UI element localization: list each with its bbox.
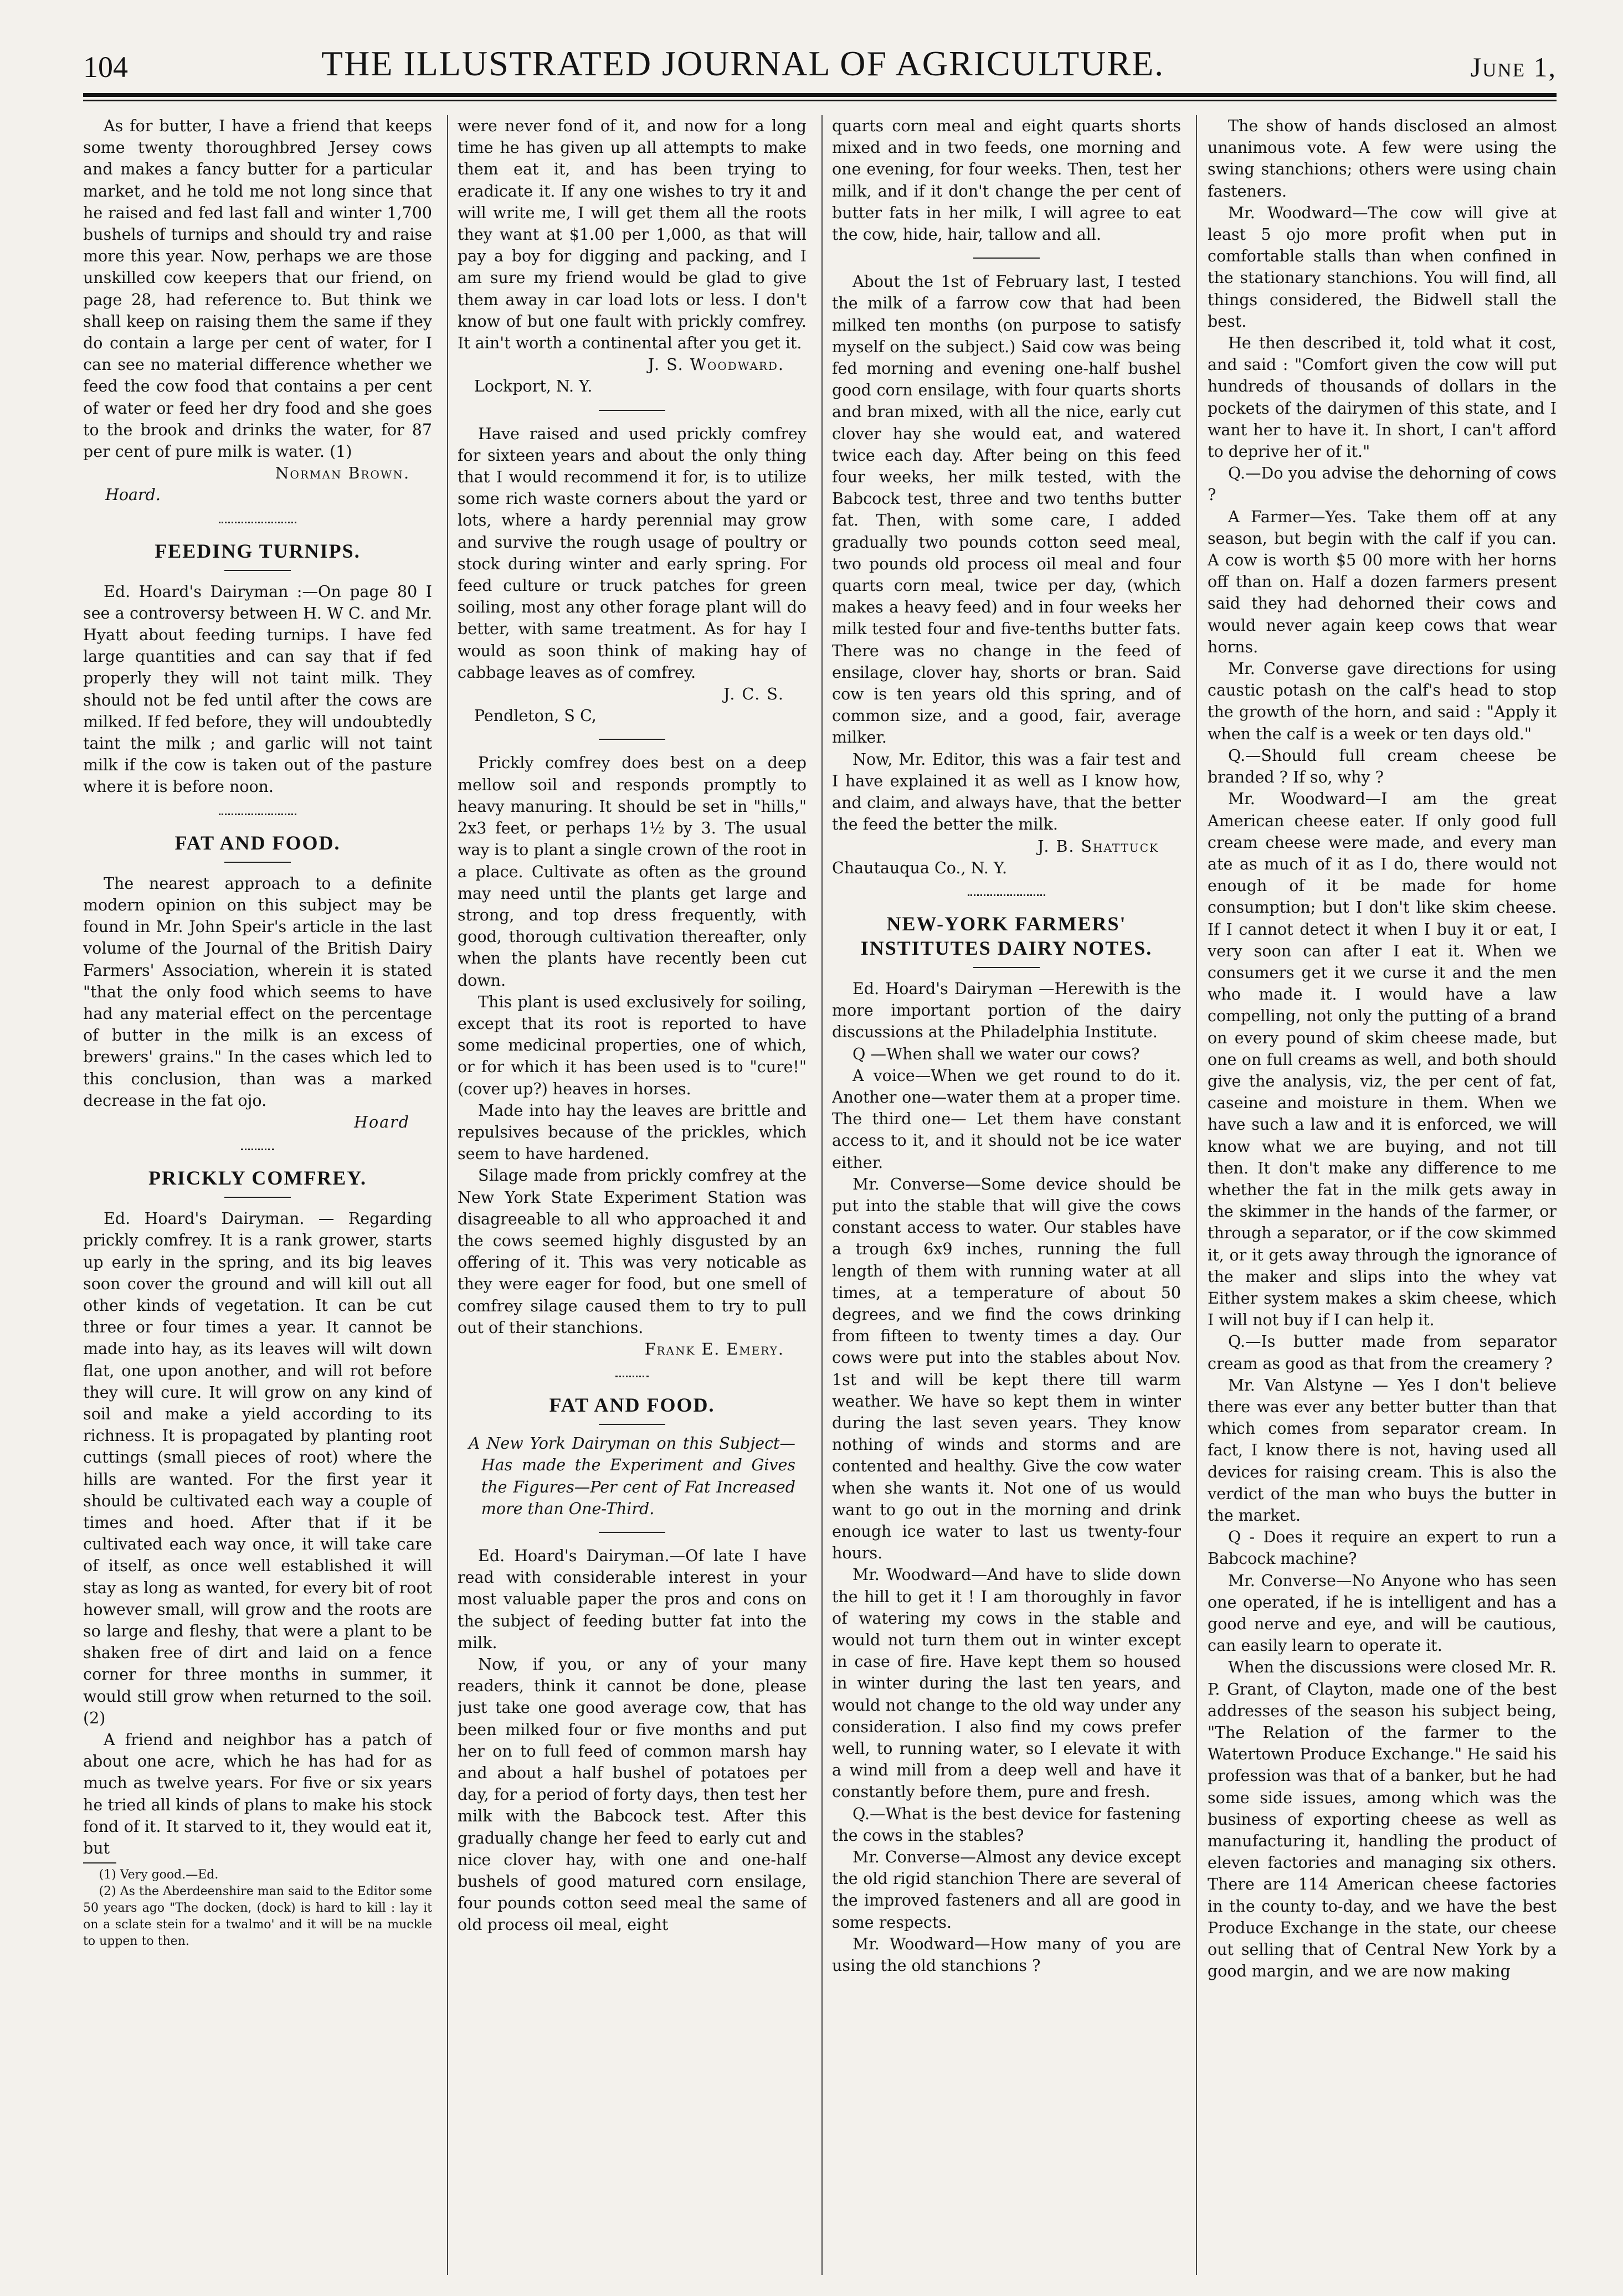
paragraph: Prickly comfrey does best on a deep mellow soil and responds promptly to heavy manuring. It should be set in "hills," 2x3 feet, or perhaps 1½ by 3. The usual way is to plant a single crown of the root in a place. Cultivate as often as the ground may need until the plants get large and strong, and top dress frequently, with good, thorough cultivation thereafter, only when the plants have recently been cut down. <box>458 754 807 990</box>
paragraph: A friend and neighbor has a patch of about one acre, which he has had for as much as twelve years. For five or six years he tried all kinds of plans to make his stock fond of it. It starved to it, they would eat it, but <box>83 1731 432 1858</box>
paragraph: Made into hay the leaves are brittle and repulsives because of the prickles, which seem to have hardened. <box>458 1101 807 1164</box>
footnote: (1) Very good.—Ed. <box>99 1868 219 1882</box>
author-signature: J. C. S. <box>723 685 784 704</box>
footnote-rule <box>83 1862 116 1863</box>
section-divider <box>219 814 296 815</box>
paragraph: Mr. Converse—Some device should be put into the stable that will give the cows constant access to water. Our stables have a trough 6x9 inches, running the full length of them with running water at all times, at a temperature of about 50 degrees, and we find the cows drinking from fifteen to twenty times a day. Our cows were put into the stables about Nov. 1st and will be kept there till warm weather. We have so kept them in winter during the last seven years. They know nothing of winds and storms and are contented and healthy. Give the cow water when she wants it. Not one of us would want to go out in the morning and drink enough ice water to last us twenty-four hours. <box>832 1175 1181 1563</box>
section-title: PRICKLY COMFREY. <box>148 1167 367 1190</box>
paragraph: Mr. Converse—Almost any device except the old rigid stanchion There are several of the improved fasteners and all are good in some respects. <box>832 1848 1181 1932</box>
section-divider <box>599 1532 665 1533</box>
section-divider <box>241 1149 274 1150</box>
section-divider <box>599 410 665 411</box>
column-1 <box>83 115 432 2275</box>
column-4 <box>1208 115 1557 2275</box>
header-rule-thick <box>83 93 1557 97</box>
paragraph: Silage made from prickly comfrey at the New York State Experiment Station was disagreeable to all who approached it and the cows seemed highly disgusted by an offering of it. This was very noticable as they were eager for food, but one smell of comfrey silage caused them to try to pull out of their stanchions. <box>458 1166 807 1337</box>
title-rule <box>224 570 291 571</box>
source-credit: Hoard. <box>105 486 161 504</box>
paragraph: The nearest approach to a definite modern opinion on this subject may be found in Mr. John Speir's article in the last volume of the Journal of the British Dairy Farmers' Association, wherein it is stated "that the only food which seems to have had any material effect on the percentage of butter in the milk is an excess of brewers' grains." In the cases which led to this conclusion, than was a marked decrease in the fat ojo. <box>83 874 432 1110</box>
paragraph: Q - Does it require an expert to run a Babcock machine? <box>1208 1528 1557 1568</box>
subheading: A New York Dairyman on this Subject—Has made the Experiment and Gives the Figures—Per cent of Fat Increased more than One-Third. <box>469 1434 795 1518</box>
paragraph: Q.—What is the best device for fastening the cows in the stables? <box>832 1804 1181 1845</box>
column-divider <box>447 115 448 2275</box>
paragraph: He then described it, told what it cost, and said : "Comfort given the cow will put hundreds of thousands of dollars in the pockets of the dairymen of this state, and I want her to have it. In short, I can't afford to deprive her of it." <box>1208 334 1557 461</box>
column-3 <box>832 115 1181 2275</box>
paragraph: Ed. Hoard's Dairyman :—On page 80 I see a controversy between H. W C. and Mr. Hyatt about feeding turnips. I have fed large quantities and can say that if fed properly they will not taint milk. They should not be fed until after the cows are milked. If fed before, they will undoubtedly taint the milk ; and garlic will not taint milk if the cow is taken out of the pasture where it is before noon. <box>83 582 432 796</box>
columns <box>83 115 1557 2275</box>
source-credit: Hoard <box>354 1113 410 1131</box>
issue-date: June 1, <box>1470 52 1557 83</box>
place-line: Pendleton, S C, <box>474 707 597 725</box>
header-rule-thin <box>83 100 1557 101</box>
section-divider <box>615 1376 649 1377</box>
title-rule <box>224 862 291 863</box>
section-divider <box>219 522 296 523</box>
section-divider <box>599 739 665 740</box>
paragraph: Q —When shall we water our cows? <box>852 1044 1140 1063</box>
paragraph: Mr. Woodward—And have to slide down the hill to get it ! I am thoroughly in favor of watering my cows in the stable and would not turn them out in winter except in case of fire. Have kept them so housed in winter during the last ten years, and would not change to the old way under any consideration. I also find my cows prefer well, to running water, so I elevate it with a wind mill from a deep well and have it constantly before them, pure and fresh. <box>832 1566 1181 1801</box>
paragraph: The show of hands disclosed an almost unanimous vote. A few were using the swing stanchions; others were using chain fasteners. <box>1208 117 1557 200</box>
author-signature: Frank E. Emery. <box>644 1340 784 1358</box>
section-title: FAT AND FOOD. <box>549 1394 715 1417</box>
paragraph: A Farmer—Yes. Take them off at any season, but begin with the calf if you can. A cow is worth $5 00 more with her horns off than on. Half a dozen farmers present said they had dehorned their cows and would never again keep cows that wear horns. <box>1208 507 1557 656</box>
author-signature: J. B. Shattuck <box>1038 837 1159 856</box>
paragraph: This plant is used exclusively for soiling, except that its root is reported to have some medicinal properties, one of which, or for which it has been used is to "cure!" (cover up?) heaves in horses. <box>458 992 807 1098</box>
paragraph: quarts corn meal and eight quarts shorts mixed and in two feeds, one morning and one evening, for four weeks. Then, test her milk, and if it don't change the per cent of butter fats in her milk, I will agree to eat the cow, hide, hair, tallow and all. <box>832 117 1181 244</box>
paragraph: When the discussions were closed Mr. R. P. Grant, of Clayton, made one of the best addresses of the season his subject being, "The Relation of the farmer to the Watertown Produce Exchange." He said his profession was that of a banker, but he had some side issues, among which was the business of exporting cheese as well as manufacturing it, handling the product of eleven factories and managing six others. There are 114 American cheese factories in the county to-day, and we have the best Produce Exchange in the state, our cheese out selling that of Central New York by a good margin, and we are now making <box>1208 1658 1557 1981</box>
place-line: Chautauqua Co., N. Y. <box>832 858 1008 877</box>
section-divider <box>968 894 1045 896</box>
paragraph: As for butter, I have a friend that keeps some twenty thoroughbred Jersey cows and makes a fancy butter for a particular market, and he told me not long since that he raised and fed last fall and winter 1,700 bushels of turnips and should try and raise more this year. Now, perhaps we are those unskilled cow keepers that our friend, on page 28, had reference to. But think we shall keep on raising them the same if they do contain a large per cent of water, for I can see no material difference whether we feed the cow food that contains a per cent of water or feed her dry food and she goes to the brook and drinks the water, for 87 per cent of pure milk is water. (1) <box>83 117 432 461</box>
paragraph: Mr. Converse—No Anyone who has seen one operated, if he is intelligent and has a good nerve and eye, and will be cautious, can easily learn to operate it. <box>1208 1571 1557 1655</box>
section-title: NEW-YORK FARMERS' INSTITUTES DAIRY NOTES. <box>860 912 1153 959</box>
title-rule <box>599 1424 665 1425</box>
column-2 <box>458 115 807 2275</box>
footnote: (2) As the Aberdeenshire man said to the Editor some 50 years ago "The docken, (dock) is hard to kill : lay it on a sclate stein for a twalmo' and it will be na muckle to uppen to then. <box>83 1885 432 1949</box>
place-line: Lockport, N. Y. <box>474 377 593 396</box>
section-title: FAT AND FOOD. <box>174 831 341 854</box>
paragraph: were never fond of it, and now for a long time he has given up all attempts to make them eat it, and has been trying to eradicate it. If any one wishes to try it and will write me, I will get them all the roots they want at $1.00 per 1,000, as that will pay a boy for digging and packing, and I am sure my friend would be glad to give them away in car load lots or less. I don't know of but one fault with prickly comfrey. It ain't worth a continental after you get it. <box>458 117 807 353</box>
paragraph: Mr. Woodward—How many of you are using the old stanchions ? <box>832 1934 1181 1975</box>
paragraph: Mr. Woodward—The cow will give at least 5 ojo more profit when put in comfortable stalls than when confined in the stationary stanchions. You will find, all things considered, the Bidwell stall the best. <box>1208 203 1557 331</box>
paragraph: Ed. Hoard's Dairyman —Herewith is the more important portion of the dairy discussions at the Philadelphia Institute. <box>832 979 1181 1042</box>
paragraph: Now, if you, or any of your many readers, think it cannot be done, please just take one good average cow, that has been milked four or five months and put her on to full feed of common marsh hay and about a half bushel of potatoes per day, for a period of forty days, then test her milk with the Babcock test. After this gradually change her feed to early cut and nice clover hay, with one and one-half bushels of good matured corn ensilage, four pounds cotton seed meal the same of old process oil meal, eight <box>458 1655 807 1934</box>
paragraph: Now, Mr. Editor, this was a fair test and I have explained it as well as I know how, and claim, and always have, that the better the feed the better the milk. <box>832 750 1181 834</box>
title-rule <box>973 967 1040 968</box>
section-title: FEEDING TURNIPS. <box>155 539 361 562</box>
paragraph: Ed. Hoard's Dairyman. — Regarding prickly comfrey. It is a rank grower, starts up early in the spring, and its big leaves soon cover the ground and will kill out all other kinds of vegetation. It can be cut three or four times a year. It cannot be made into hay, as its leaves will wilt down flat, one upon another, and will rot before they will cure. It will grow on any kind of soil and make a yield according to its richness. It is propagated by planting root cuttings (small pieces of root) where the hills are wanted. For the first year it should be cultivated each way a couple of times and hoed. After that if it be cultivated each way once, it will take care of itself, as once well established it will stay as long as wanted, for every bit of root however small, will grow and the roots are so large and fleshy, that were a plant to be shaken free of dirt and laid on a fence corner for three months in summer, it would still grow when returned to the soil.(2) <box>83 1209 432 1727</box>
paragraph: A voice—When we get round to do it. Another one—water them at a proper time. The third one— Let them have constant access to it, and it should not be ice water either. <box>832 1066 1181 1172</box>
paragraph: About the 1st of February last, I tested the milk of a farrow cow that had been milked ten months (on purpose to satisfy myself on the subject.) Said cow was being fed morning and evening one-half bushel good corn ensilage, with four quarts shorts and bran mixed, with all the nice, early cut clover hay she would eat, and watered twice each day. After being on this feed four weeks, her milk tested, with the Babcock test, three and two tenths butter fat. Then, with some care, I added gradually two pounds cotton seed meal, two pounds old process oil meal and four quarts corn meal, twice per day, (which makes a heavy feed) and in four weeks her milk tested four and five-tenths butter fats. There was no change in the feed of ensilage, clover hay, shorts or bran. Said cow is ten years old this spring, and of common size, and a good, fair, average milker. <box>832 272 1181 747</box>
paragraph: Ed. Hoard's Dairyman.—Of late I have read with considerable interest in your most valuable paper the pros and cons on the subject of feeding butter fat into the milk. <box>458 1546 807 1652</box>
column-divider <box>1196 115 1197 2275</box>
paragraph: Q.—Do you advise the dehorning of cows ? <box>1208 464 1557 504</box>
column-divider <box>821 115 823 2275</box>
page-number: 104 <box>83 50 128 84</box>
journal-title: THE ILLUSTRATED JOURNAL OF AGRICULTURE. <box>321 44 1165 83</box>
title-rule <box>224 1197 291 1198</box>
paragraph: Have raised and used prickly comfrey for sixteen years and about the only thing that I would recommend it for, is to utilize some rich waste corners about the yard or lots, where a hardy perennial may grow and survive the rough usage of poultry or stock during winter and early spring. For feed culture or truck patches for green soiling, most any other forage plant will do better, with same treatment. As for hay I would as soon think of making hay of cabbage leaves as of comfrey. <box>458 424 807 682</box>
author-signature: Norman Brown. <box>275 464 410 483</box>
paragraph: Mr. Converse gave directions for using caustic potash on the calf's head to stop the growth of the horn, and said : "Apply it when the calf is a week or ten days old." <box>1208 660 1557 743</box>
paragraph: Q.—Is butter made from separator cream as good as that from the creamery ? <box>1208 1332 1557 1373</box>
section-divider <box>973 258 1040 259</box>
paragraph: Q.—Should full cream cheese be branded ? If so, why ? <box>1208 746 1557 787</box>
author-signature: J. S. Woodward. <box>648 356 784 374</box>
paragraph: Mr. Van Alstyne — Yes I don't believe there was ever any better butter than that which comes from separator cream. In fact, I know there is not, having used all devices for raising cream. This is also the verdict of the man who buys the butter in the market. <box>1208 1376 1557 1525</box>
paragraph: Mr. Woodward—I am the great American cheese eater. If only good full cream cheese were made, and every man ate as much of it as I do, there would not enough of it be made for home consumption; but I don't like skim cheese. If I cannot detect it when I buy it or eat, I very soon can after I eat it. When we consumers get it we curse it and the men who made it. I would have a law compelling, not only the putting of a brand on every pound of skim cheese made, but one on full creams as well, and both should give the analysis, viz, the per cent of fat, caseine and moisture in them. When we have such a law and it is enforced, we will know what we are buying, and not till then. It don't make any difference to me whether the fat in the milk gets away in the skimmer in the hands of the farmer, or through a separator, or if the cow skimmed it, or it gets away through the ignorance of the maker and slips into the whey vat Either system makes a skim cheese, which I will not buy if I can help it. <box>1208 790 1557 1330</box>
